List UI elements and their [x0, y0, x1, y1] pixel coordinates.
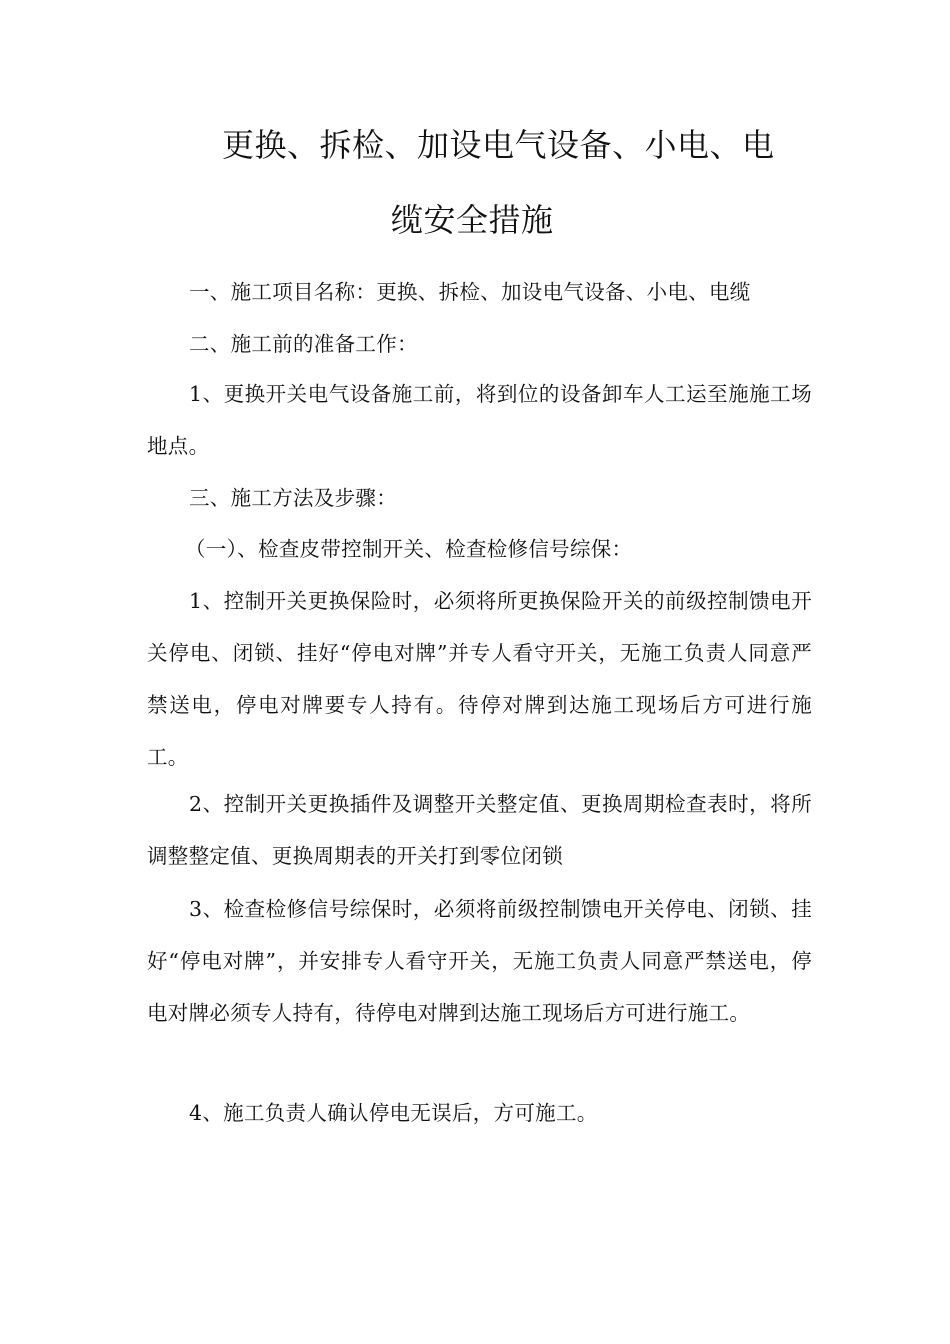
paragraph-step-4: 4、施工负责人确认停电无误后，方可施工。: [189, 1101, 598, 1125]
paragraph-project-name: 一、施工项目名称：更换、拆检、加设电气设备、小电、电缆: [189, 280, 751, 304]
paragraph-method-heading: 三、施工方法及步骤：: [189, 486, 397, 510]
paragraph-preparation-item-1: 1、更换开关电气设备施工前，将到位的设备卸车人工运至施施工场地点。: [147, 382, 812, 458]
document-title-line1: 更换、拆检、加设电气设备、小电、电: [222, 126, 775, 164]
paragraph-step-3: 3、检查检修信号综保时，必须将前级控制馈电开关停电、闭锁、挂好“停电对牌”，并安排专人看守开关，无施工负责人同意严禁送电，停电对牌必须专人持有，待停电对牌到达施工现场后方可进行施工。: [147, 897, 812, 1025]
document-title-line2: 缆安全措施: [391, 201, 554, 239]
paragraph-preparation-heading: 二、施工前的准备工作：: [189, 332, 418, 356]
paragraph-step-2: 2、控制开关更换插件及调整开关整定值、更换周期检查表时，将所调整整定值、更换周期表的开关打到零位闭锁: [147, 792, 812, 868]
paragraph-step-1: 1、控制开关更换保险时，必须将所更换保险开关的前级控制馈电开关停电、闭锁、挂好“停电对牌”并专人看守开关，无施工负责人同意严禁送电，停电对牌要专人持有。待停对牌到达施工现场后方可进行施工。: [147, 589, 812, 769]
paragraph-subsection-1-heading: （一）、检查皮带控制开关、检查检修信号综保：: [185, 537, 633, 561]
